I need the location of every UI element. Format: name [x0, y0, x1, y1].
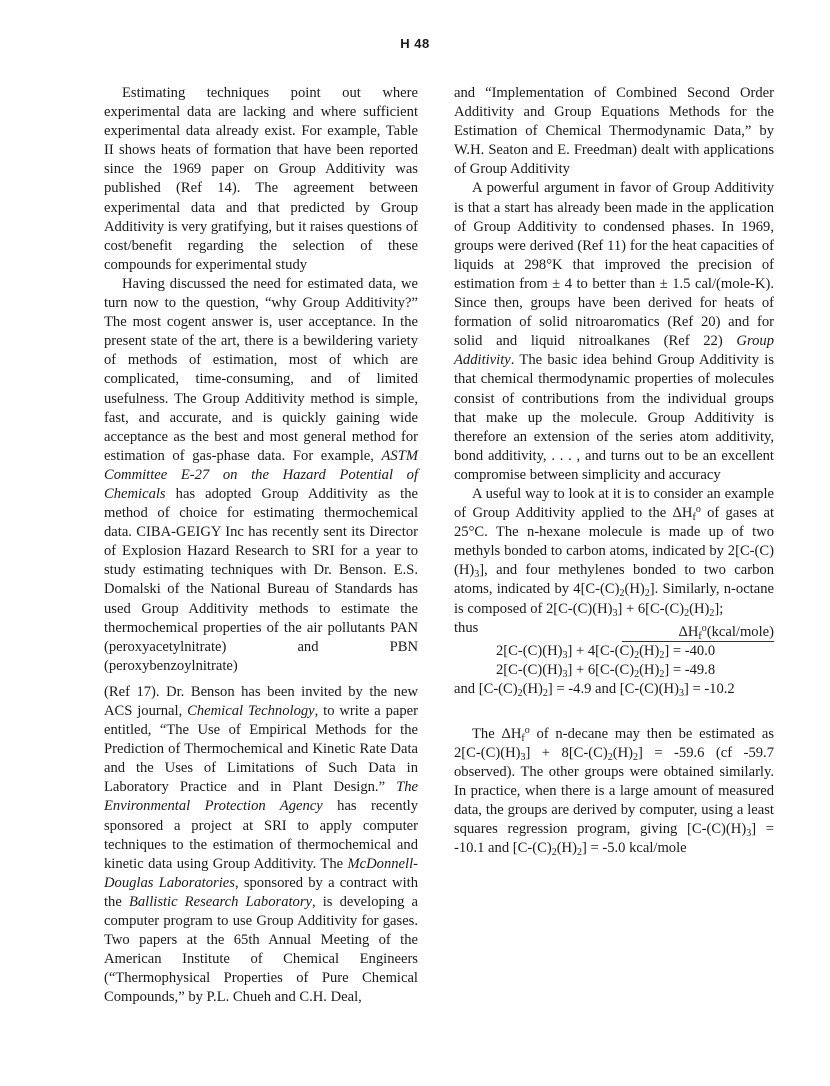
- paragraph: The $\Delta H_f^o$ of n-decane may then be estimated as $2[C-(C)(H)_3] + 8[C-(C)_2(H)_2] = -59.6$ (cf -59.7 observed). The other groups were obtained similarly. In practice, when there is a large amount of measured data, the groups are derived by computer, using a least squares regression program, giving $[C-(C)(H)_3] = -10.1$ and $[C-(C)_2(H)_2] = -5.0$ kcal/mole: [454, 724, 775, 859]
- left-column: [104, 84, 418, 1008]
- thus-label: thus: [454, 619, 479, 636]
- paragraph: A powerful argument in favor of Group Additivity is that a start has already been made in the application of Group Additivity to condensed phases. In 1969, groups were derived (Ref 11) for the heat capacities of liquids at 298°K that improved the precision of estimation from ± 4 to better than ± 1.5 cal/(mole-K). Since then, groups have been derived for heats of formation of solid nitroaromatics (Ref 20) and for solid and liquid nitroalkanes (Ref 22) Group Additivity. The basic idea behind Group Additivity is that chemical thermodynamic properties of molecules consist of contributions from the individual groups that make up the molecule. Group Additivity is therefore an extension of the series atom additivity, bond additivity, . . . , and turns out to be an excellent compromise between simplicity and accuracy: [454, 180, 774, 483]
- paragraph: and “Implementation of Combined Second Order Additivity and Group Equations Methods for the Estimation of Chemical Thermodynamic Data,” by W.H. Seaton and E. Freedman) dealt with applications of Group Additivity: [454, 85, 774, 178]
- paragraph: Having discussed the need for estimated data, we turn now to the question, “why Group Additivity?” The most cogent answer is, user acceptance. In the present state of the art, there is a bewildering variety of methods of estimation, most of which are complicated, time-consuming, and of limited usefulness. The Group Additivity method is simple, fast, and accurate, and is quickly gaining wide acceptance as the best and most general method for estimation of gas-phase data. For example, ASTM Committee E-27 on the Hazard Potential of Chemicals has adopted Group Additivity as the method of choice for estimating thermochemical data. CIBA-GEIGY Inc has recently sent its Director of Explosion Hazard Research to SRI for a year to study estimating techniques with Dr. Benson. E.S. Domalski of the National Bureau of Standards has used Group Additivity methods to estimate the thermochemical properties of the air pollutants PAN (peroxyacetylnitrate) and PBN (peroxybenzoylnitrate): [104, 275, 418, 674]
- equation: $2[C-(C)(H)_3] + 6[C-(C)_2(H)_2] = -49.8$: [496, 661, 716, 680]
- unit-label: $\Delta H_f^o(kcal/mole)$: [678, 622, 774, 642]
- paragraph: A useful way to look at it is to consider an example of Group Additivity applied to the $\Delta H_f^o$ of gases at 25°C. The n-hexane molecule is made up of two methyls bonded to carbon atoms, indicated by $2[C-(C)(H)_3]$, and four methylenes bonded to two carbon atoms, indicated by $4[C-(C)_2(H)_2]$. Similarly, n-octane is composed of $2[C-(C)(H)_3] + 6[C-(C)_2(H)_2]$;: [454, 485, 774, 619]
- equation-header: [454, 619, 774, 642]
- paragraph: Estimating techniques point out where experimental data are lacking and where sufficient experimental data already exist. For example, Table II shows heats of formation that have been reported since the 1969 paper on Group Additivity was published (Ref 14). The agreement between experimental data and that predicted by Group Additivity is very gratifying, but it raises questions of cost/benefit regarding the selection of these compounds for experimental study: [104, 85, 418, 273]
- equation: $2[C-(C)(H)_3] + 4[C-(C)_2(H)_2] = -40.0$: [496, 642, 716, 661]
- right-column: [454, 84, 774, 859]
- equation: and $[C-(C)_2(H)_2] = -4.9$ and $[C-(C)(H)_3] = -10.2$: [454, 680, 735, 699]
- page-id: H 48: [400, 36, 430, 51]
- paragraph: (Ref 17). Dr. Benson has been invited by the new ACS journal, Chemical Technology, to write a paper entitled, “The Use of Empirical Methods for the Prediction of Thermochemical and Kinetic Rate Data and the Uses of Limitations of Such Data in Laboratory Practice and in Plant Design.” The Environmental Protection Agency has recently sponsored a project at SRI to apply computer techniques to the estimation of thermochemical and kinetic data using Group Additivity. The McDonnell-Douglas Laboratories, sponsored by a contract with the Ballistic Research Laboratory, is developing a computer program to use Group Additivity for gases. Two papers at the 65th Annual Meeting of the American Institute of Chemical Engineers (“Thermophysical Properties of Pure Chemical Compounds,” by P.L. Chueh and C.H. Deal,: [104, 683, 419, 1006]
